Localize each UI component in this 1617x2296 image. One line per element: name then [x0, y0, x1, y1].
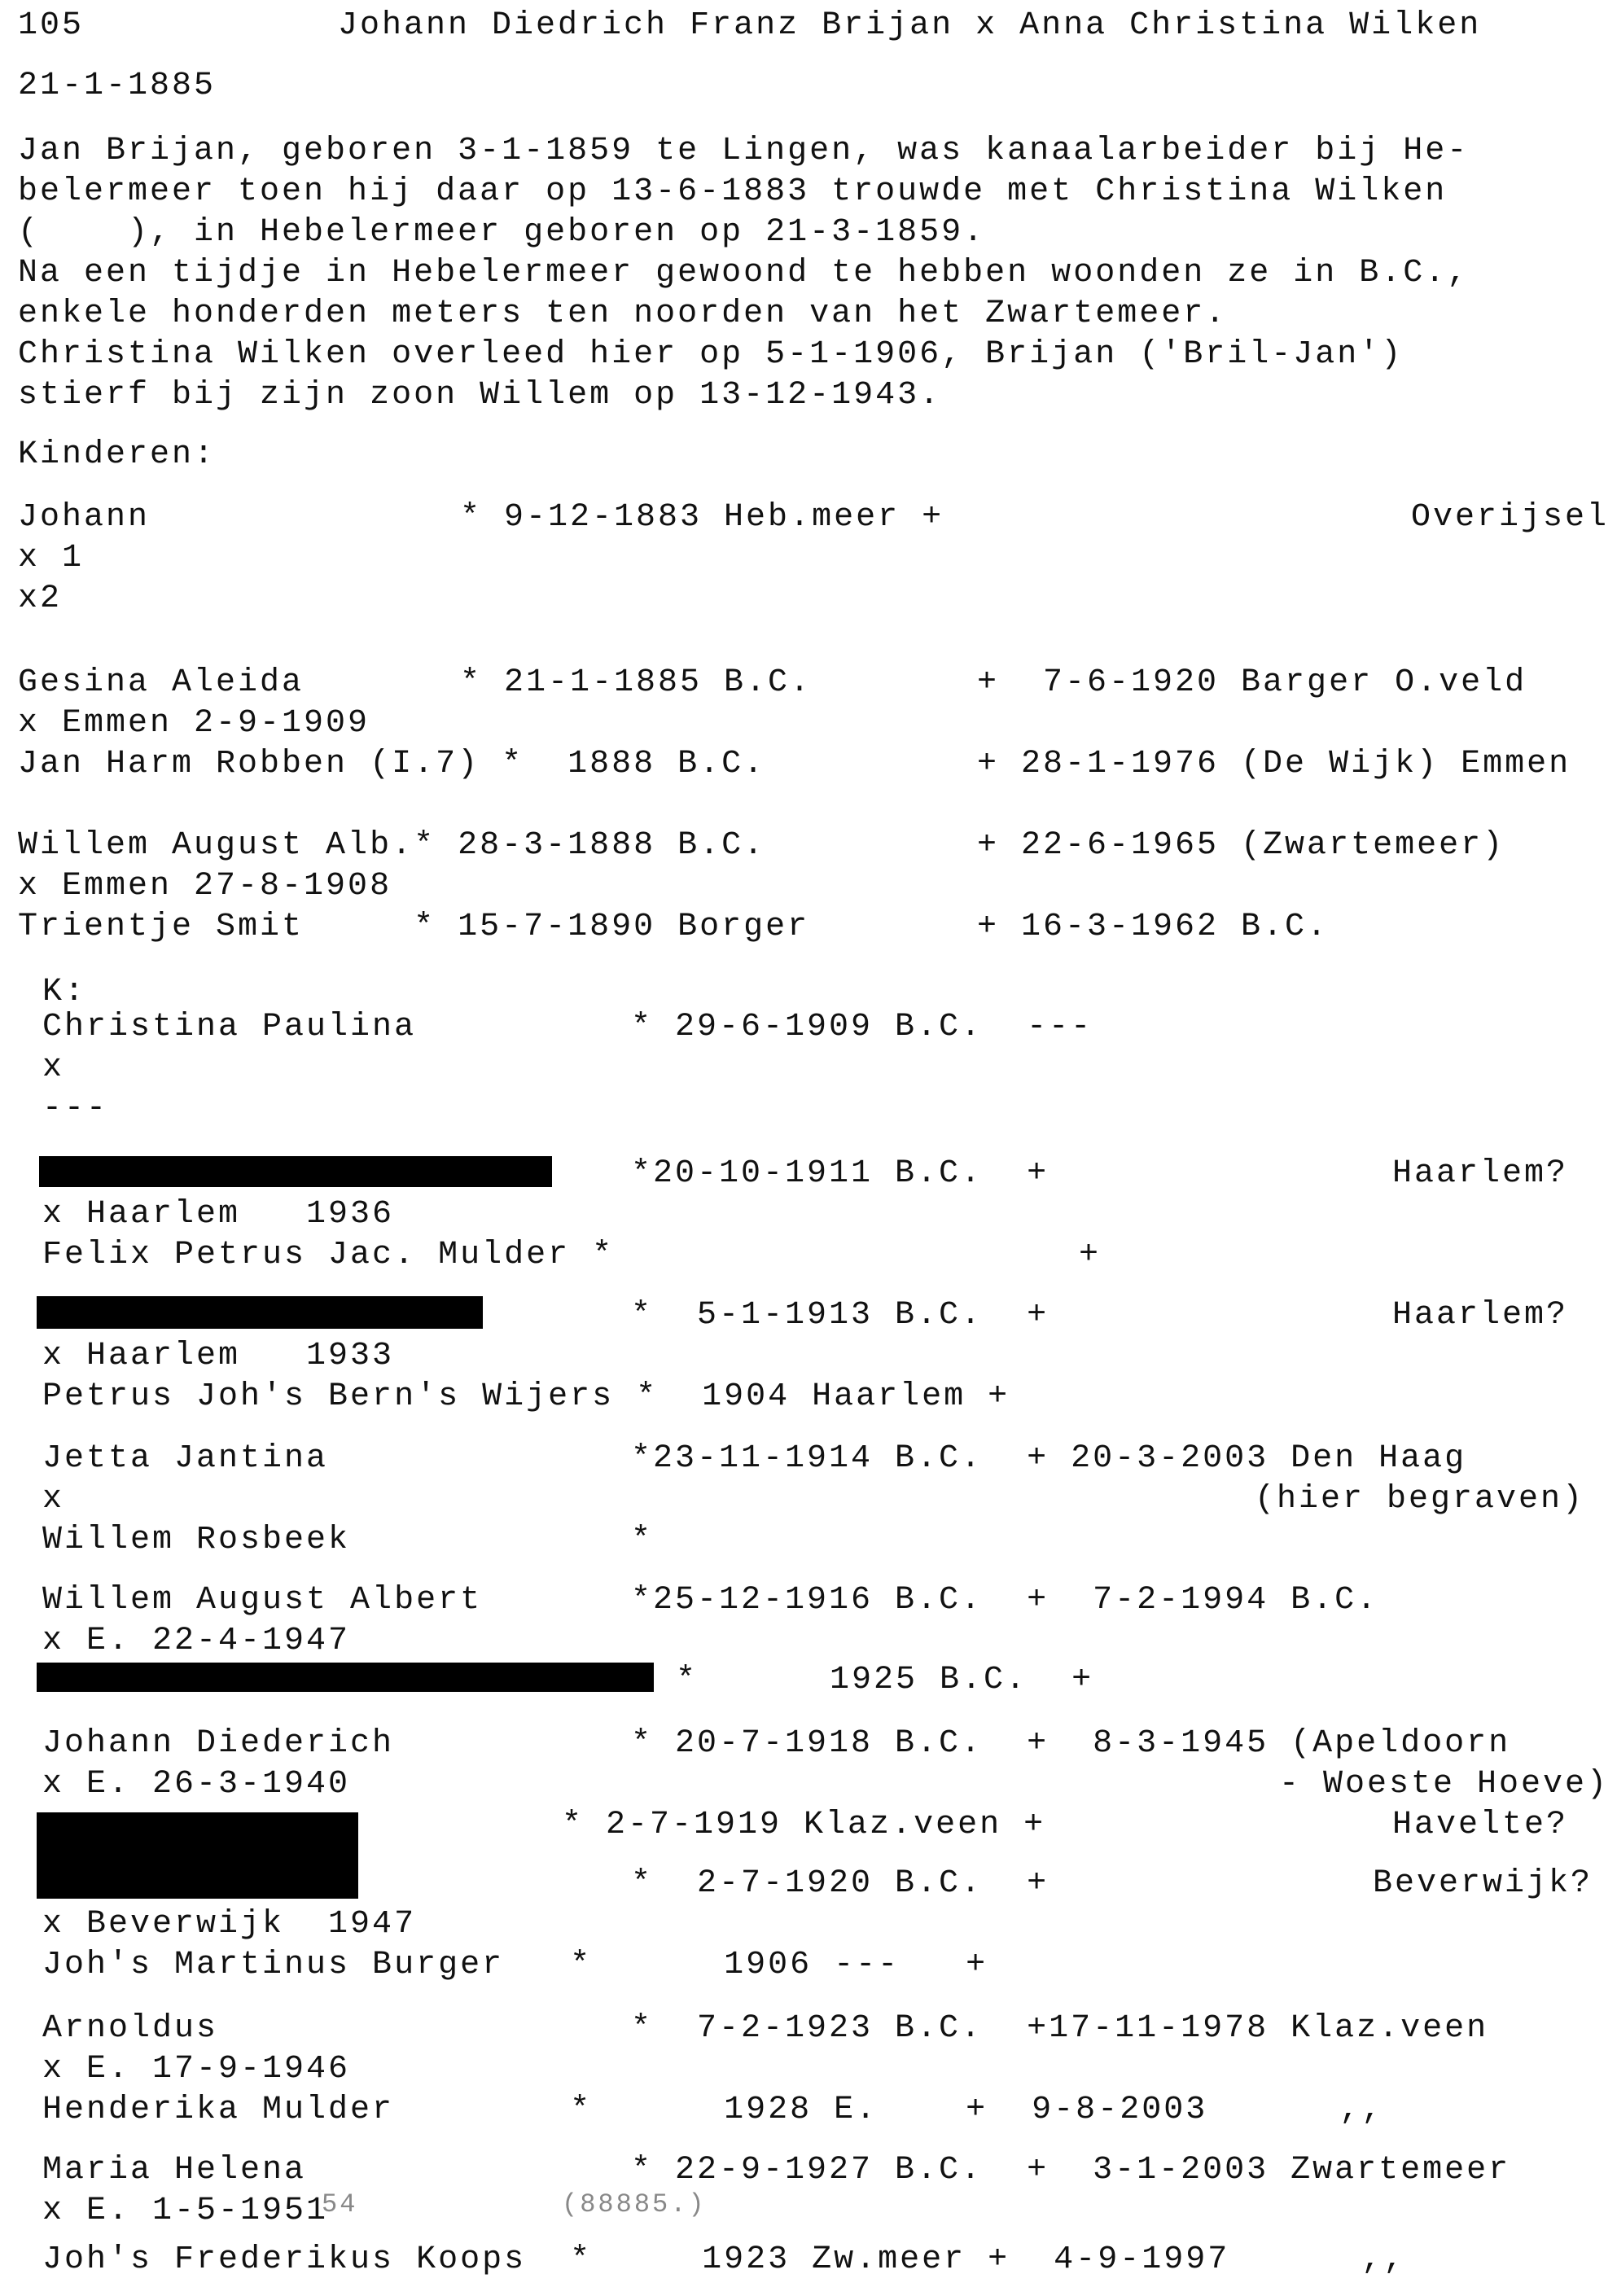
child-marriage: x Emmen 2-9-1909	[18, 705, 370, 742]
grandchild-name: Johann Diederich	[42, 1725, 395, 1762]
document-date: 21-1-1885	[18, 68, 217, 104]
bio-line: ( ), in Hebelermeer geboren op 21-3-1859.	[18, 214, 986, 251]
grandchild-note: (hier begraven)	[1254, 1481, 1584, 1518]
child-birth: * 21-1-1885 B.C.	[460, 664, 813, 701]
child-name: Willem August Alb.* 28-3-1888 B.C.	[18, 827, 766, 864]
child-marriage: x2	[18, 581, 63, 617]
redacted-name-bar	[39, 1156, 552, 1187]
grandchild-spouse: Joh's Martinus Burger * 1906 --- +	[42, 1947, 988, 1983]
child-marriage: x 1	[18, 540, 85, 576]
redacted-name-bar	[37, 1663, 654, 1692]
bio-line: Christina Wilken overleed hier op 5-1-1906, Brijan ('Bril-Jan')	[18, 336, 1404, 373]
grandchild-birth: * 5-1-1913 B.C. +	[631, 1297, 1050, 1334]
grandchild-place: Havelte?	[1391, 1807, 1568, 1843]
child-name: Gesina Aleida	[18, 664, 305, 701]
redacted-name-bar	[37, 1296, 483, 1329]
grandchild-name: Maria Helena	[42, 2152, 307, 2189]
document-title: Johann Diedrich Franz Brijan x Anna Christina Wilken	[338, 7, 1482, 44]
grandchild-name: Arnoldus	[42, 2010, 219, 2047]
child-birth: * 9-12-1883 Heb.meer +	[460, 499, 944, 536]
grandchild-marriage: x E. 1-5-1951	[42, 2193, 329, 2229]
page-number: 105	[18, 7, 85, 44]
grandchild-birth: * 7-2-1923 B.C. +17-11-1978 Klaz.veen	[631, 2010, 1489, 2047]
bio-line: Jan Brijan, geboren 3-1-1859 te Lingen, was kanaalarbeider bij He-	[18, 133, 1470, 169]
grandchildren-heading: K:	[42, 974, 87, 1010]
grandchild-place: Haarlem?	[1391, 1297, 1568, 1334]
grandchild-birth: * 2-7-1919 Klaz.veen +	[562, 1807, 1046, 1843]
child-spouse: Jan Harm Robben (I.7) * 1888 B.C.	[18, 746, 766, 782]
redacted-name-block	[37, 1812, 358, 1899]
grandchild-spouse-death: +	[1079, 1237, 1102, 1273]
child-spouse-death: + 16-3-1962 B.C.	[977, 909, 1330, 945]
grandchild-name: Willem August Albert	[42, 1582, 483, 1619]
grandchild-marriage: x Haarlem 1936	[42, 1196, 395, 1233]
grandchild-marriage: x E. 26-3-1940	[42, 1766, 351, 1803]
grandchild-place: Haarlem?	[1391, 1155, 1568, 1192]
grandchild-marriage: x Beverwijk 1947	[42, 1906, 417, 1943]
grandchild-birth: * 20-7-1918 B.C. + 8-3-1945 (Apeldoorn	[631, 1725, 1511, 1762]
children-heading: Kinderen:	[18, 436, 217, 473]
bio-line: enkele honderden meters ten noorden van het Zwartemeer.	[18, 296, 1228, 332]
grandchild-marriage: x	[42, 1481, 65, 1518]
grandchild-marriage: x E. 22-4-1947	[42, 1623, 351, 1659]
bio-line: belermeer toen hij daar op 13-6-1883 trouwde met Christina Wilken	[18, 173, 1448, 210]
grandchild-birth: *25-12-1916 B.C. + 7-2-1994 B.C.	[631, 1582, 1379, 1619]
child-spouse: Trientje Smit * 15-7-1890 Borger	[18, 909, 810, 945]
grandchild-spouse: Joh's Frederikus Koops * 1923 Zw.meer + 4-9-1997 ,,	[42, 2241, 1406, 2278]
child-death: + 7-6-1920 Barger O.veld	[977, 664, 1527, 701]
child-death: + 22-6-1965 (Zwartemeer)	[977, 827, 1505, 864]
grandchild-marriage: x	[42, 1049, 65, 1086]
bio-line: stierf bij zijn zoon Willem op 13-12-1943.	[18, 377, 942, 414]
grandchild-marriage: x E. 17-9-1946	[42, 2051, 351, 2088]
grandchild-birth: *20-10-1911 B.C. +	[631, 1155, 1050, 1192]
grandchild-place: Beverwijk?	[1372, 1865, 1593, 1902]
grandchild-spouse: ---	[42, 1090, 109, 1127]
grandchild-birth: * 22-9-1927 B.C. + 3-1-2003 Zwartemeer	[631, 2152, 1511, 2189]
grandchild-spouse-birth: *	[631, 1522, 654, 1558]
grandchild-birth: *23-11-1914 B.C. + 20-3-2003 Den Haag	[631, 1440, 1467, 1477]
child-place: Overijsel	[1410, 499, 1609, 536]
grandchild-spouse: Henderika Mulder * 1928 E. + 9-8-2003 ,,	[42, 2092, 1384, 2128]
grandchild-spouse-birth: * 1925 B.C. +	[676, 1662, 1094, 1698]
child-name: Johann	[18, 499, 151, 536]
grandchild-note: - Woeste Hoeve)	[1278, 1766, 1609, 1803]
grandchild-spouse: Felix Petrus Jac. Mulder *	[42, 1237, 615, 1273]
grandchild-birth: * 29-6-1909 B.C. ---	[631, 1009, 1093, 1045]
grandchild-marriage-overwrite: 54	[322, 2189, 358, 2219]
child-marriage: x Emmen 27-8-1908	[18, 868, 392, 905]
grandchild-marriage: x Haarlem 1933	[42, 1338, 395, 1374]
grandchild-name: Christina Paulina	[42, 1009, 417, 1045]
bio-line: Na een tijdje in Hebelermeer gewoond te hebben woonden ze in B.C.,	[18, 255, 1470, 291]
grandchild-spouse: Petrus Joh's Bern's Wijers * 1904 Haarlem +	[42, 1378, 1010, 1415]
grandchild-marriage-note: (88885.)	[562, 2189, 707, 2219]
grandchild-name: Jetta Jantina	[42, 1440, 329, 1477]
grandchild-birth: * 2-7-1920 B.C. +	[631, 1865, 1050, 1902]
grandchild-spouse: Willem Rosbeek	[42, 1522, 351, 1558]
child-spouse-death: + 28-1-1976 (De Wijk) Emmen	[977, 746, 1571, 782]
